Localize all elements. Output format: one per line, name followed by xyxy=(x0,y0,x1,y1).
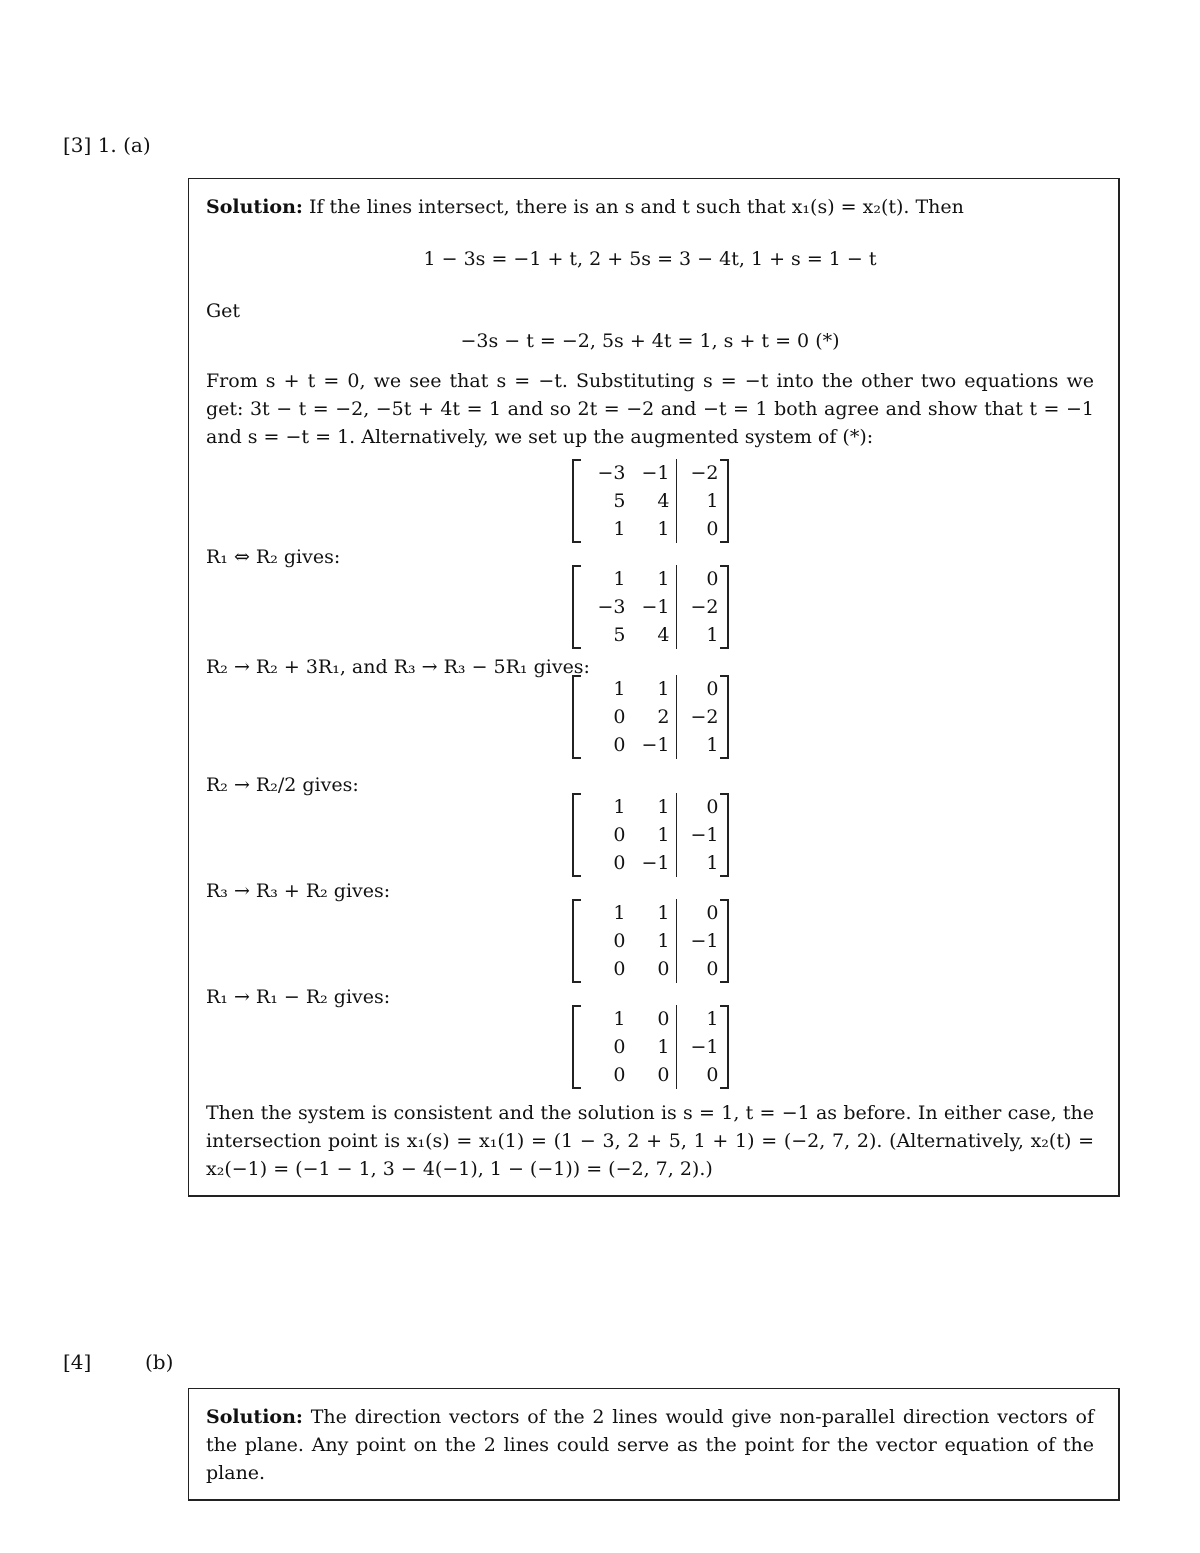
step-label: R₃ → R₃ + R₂ gives: xyxy=(206,880,391,902)
matrix-cell: 1 xyxy=(657,902,670,924)
matrix-cell: 2 xyxy=(657,706,670,728)
matrix-cell: 1 xyxy=(657,1036,670,1058)
matrix-cell: −3 xyxy=(597,462,626,484)
matrix-cell: 5 xyxy=(613,624,626,646)
matrix-augmented-cell: 0 xyxy=(706,568,719,590)
solution-box-a xyxy=(188,178,1120,1197)
matrix-augmented-cell: 0 xyxy=(706,678,719,700)
solution-box-b xyxy=(188,1388,1120,1501)
equation-2: −3s − t = −2, 5s + 4t = 1, s + t = 0 (*) xyxy=(460,330,840,352)
matrix-cell: 1 xyxy=(657,518,670,540)
matrix-cell: 1 xyxy=(657,930,670,952)
matrix-augmented-cell: −1 xyxy=(690,824,719,846)
solution-label: Solution: xyxy=(206,1406,303,1428)
matrix-cell: 1 xyxy=(613,1008,626,1030)
matrix-cell: 1 xyxy=(657,796,670,818)
matrix-augmented-cell: −1 xyxy=(690,1036,719,1058)
question-marker-b: (b) xyxy=(145,1350,174,1374)
matrix-cell: 0 xyxy=(657,1008,670,1030)
matrix-cell: 0 xyxy=(657,958,670,980)
equation-1: 1 − 3s = −1 + t, 2 + 5s = 3 − 4t, 1 + s = 1 − t xyxy=(423,248,877,270)
question-marker-a: [3] 1. (a) xyxy=(63,133,151,157)
matrix-cell: 1 xyxy=(657,678,670,700)
step-label: R₁ ⇔ R₂ gives: xyxy=(206,546,341,568)
augmented-matrix xyxy=(572,793,729,877)
matrix-augmented-cell: 0 xyxy=(706,796,719,818)
step-label: R₂ → R₂ + 3R₁, and R₃ → R₃ − 5R₁ gives: xyxy=(206,656,590,678)
matrix-augmented-cell: −2 xyxy=(690,462,719,484)
matrix-cell: −1 xyxy=(641,852,670,874)
matrix-augmented-cell: 0 xyxy=(706,902,719,924)
solution-intro-text: If the lines intersect, there is an s and t such that x₁(s) = x₂(t). Then xyxy=(308,196,964,218)
matrix-cell: 0 xyxy=(613,824,626,846)
matrix-cell: 1 xyxy=(613,568,626,590)
matrix-augmented-cell: −2 xyxy=(690,596,719,618)
augmented-matrix xyxy=(572,1005,729,1089)
solution-intro-a xyxy=(206,193,1094,221)
reduction-step xyxy=(206,771,1094,877)
matrix-augmented-cell: −2 xyxy=(690,706,719,728)
matrix-cell: 5 xyxy=(613,490,626,512)
matrix-cell: 0 xyxy=(613,852,626,874)
matrix-cell: 1 xyxy=(657,824,670,846)
get-label: Get xyxy=(206,300,241,322)
augmented-matrix xyxy=(572,565,729,649)
matrix-augmented-cell: 0 xyxy=(706,1064,719,1086)
augmented-matrix xyxy=(572,675,729,759)
matrix-cell: 0 xyxy=(613,1064,626,1086)
reduction-step xyxy=(206,983,1094,1089)
matrix-cell: 1 xyxy=(613,902,626,924)
explanation-paragraph: From s + t = 0, we see that s = −t. Substituting s = −t into the other two equations we get: 3t − t = −2, −5t + 4t = 1 and so 2t = −2 and −t = 1 both agree and show that t = −1 and s = −t = 1. Alternatively, we set up the augmented system of (*): xyxy=(206,370,1094,448)
solution-label: Solution: xyxy=(206,196,303,218)
conclusion-paragraph: Then the system is consistent and the solution is s = 1, t = −1 as before. In either case, the intersection point is x₁(s) = x₁(1) = (1 − 3, 2 + 5, 1 + 1) = (−2, 7, 2). (Alternatively, x₂(t) = x₂(−1) = (−1 − 1, 3 − 4(−1), 1 − (−1)) = (−2, 7, 2).) xyxy=(206,1102,1094,1180)
reduction-step xyxy=(206,653,1094,759)
row-reduction-steps xyxy=(206,459,1094,1089)
augmented-matrix xyxy=(572,459,729,543)
solution-body-b: The direction vectors of the 2 lines would give non-parallel direction vectors of the plane. Any point on the 2 lines could serve as the point for the vector equation of the plane. xyxy=(206,1406,1094,1484)
matrix-cell: −3 xyxy=(597,596,626,618)
matrix-cell: 0 xyxy=(613,930,626,952)
matrix-augmented-cell: 1 xyxy=(706,490,719,512)
matrix-cell: −1 xyxy=(641,734,670,756)
step-label: R₂ → R₂/2 gives: xyxy=(206,774,359,796)
matrix-cell: 4 xyxy=(657,490,670,512)
matrix-cell: 1 xyxy=(613,678,626,700)
reduction-step xyxy=(206,877,1094,983)
matrix-cell: 1 xyxy=(613,518,626,540)
step-label: R₁ → R₁ − R₂ gives: xyxy=(206,986,391,1008)
matrix-augmented-cell: 0 xyxy=(706,958,719,980)
augmented-matrix xyxy=(572,899,729,983)
reduction-step xyxy=(206,459,1094,543)
matrix-augmented-cell: 0 xyxy=(706,518,719,540)
matrix-cell: −1 xyxy=(641,596,670,618)
reduction-step xyxy=(206,543,1094,649)
matrix-augmented-cell: −1 xyxy=(690,930,719,952)
matrix-cell: 0 xyxy=(657,1064,670,1086)
matrix-augmented-cell: 1 xyxy=(706,624,719,646)
matrix-cell: 0 xyxy=(613,1036,626,1058)
matrix-augmented-cell: 1 xyxy=(706,734,719,756)
points-marker-b: [4] xyxy=(63,1350,92,1374)
matrix-cell: −1 xyxy=(641,462,670,484)
matrix-cell: 1 xyxy=(613,796,626,818)
matrix-augmented-cell: 1 xyxy=(706,852,719,874)
matrix-cell: 0 xyxy=(613,734,626,756)
solution-text-b xyxy=(206,1403,1094,1487)
matrix-augmented-cell: 1 xyxy=(706,1008,719,1030)
matrix-cell: 4 xyxy=(657,624,670,646)
matrix-cell: 1 xyxy=(657,568,670,590)
matrix-cell: 0 xyxy=(613,958,626,980)
matrix-cell: 0 xyxy=(613,706,626,728)
